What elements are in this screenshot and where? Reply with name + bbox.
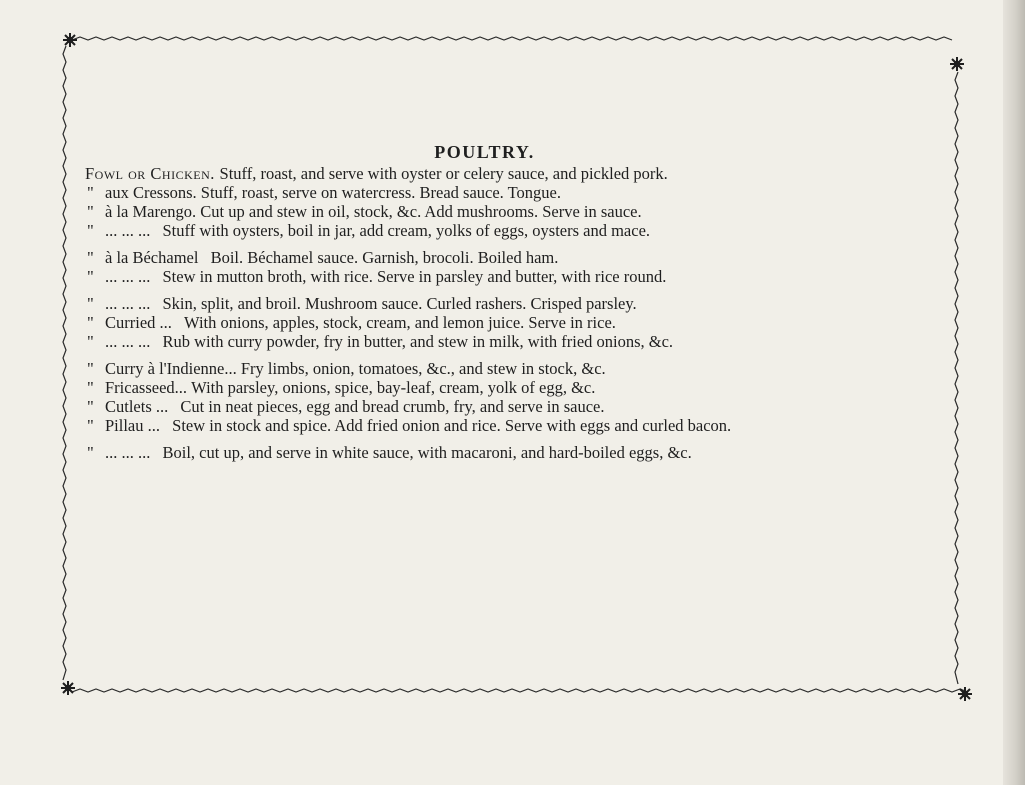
recipe-entry xyxy=(85,378,960,397)
corner-ornament-top-left xyxy=(63,33,77,47)
ditto-mark: " xyxy=(87,221,94,240)
entry-text: Stew in stock and spice. Add fried onion and rice. Serve with eggs and curled bacon. xyxy=(172,416,732,435)
ditto-mark: " xyxy=(87,416,94,435)
recipe-entry xyxy=(85,416,960,435)
entry-lead: Pillau ... xyxy=(105,416,165,435)
recipe-entry xyxy=(85,183,960,202)
recipe-entry xyxy=(85,202,960,221)
ditto-mark: " xyxy=(87,378,94,397)
entry-lead: ... ... ... xyxy=(105,294,155,313)
recipe-entry xyxy=(85,164,960,183)
corner-ornament-bottom-right xyxy=(958,687,972,701)
entry-lead: Fowl or Chicken. xyxy=(85,164,220,183)
ditto-mark: " xyxy=(87,397,94,416)
entry-text: Stuff, roast, and serve with oyster or celery sauce, and pickled pork. xyxy=(219,164,668,183)
ditto-mark: " xyxy=(87,248,94,267)
entry-lead: aux Cressons. xyxy=(105,183,201,202)
entry-text: Rub with curry powder, fry in butter, and stew in milk, with fried onions, &c. xyxy=(162,332,674,351)
recipe-list xyxy=(85,164,960,462)
entry-text: Stuff, roast, serve on watercress. Bread sauce. Tongue. xyxy=(200,183,562,202)
entry-text: With onions, apples, stock, cream, and lemon juice. Serve in rice. xyxy=(184,313,616,332)
entry-lead: Fricasseed... xyxy=(105,378,192,397)
recipe-entry xyxy=(85,443,960,462)
recipe-entry xyxy=(85,313,960,332)
entry-text: Stew in mutton broth, with rice. Serve in parsley and butter, with rice round. xyxy=(162,267,667,286)
border-bottom-wave xyxy=(72,689,968,692)
ditto-mark: " xyxy=(87,332,94,351)
corner-ornament-bottom-left xyxy=(61,681,75,695)
ditto-mark: " xyxy=(87,183,94,202)
border-top-wave xyxy=(72,37,952,40)
entry-text: Skin, split, and broil. Mushroom sauce. Curled rashers. Crisped parsley. xyxy=(162,294,637,313)
corner-ornament-top-right xyxy=(950,57,964,71)
ditto-mark: " xyxy=(87,202,94,221)
ditto-mark: " xyxy=(87,294,94,313)
entry-lead: ... ... ... xyxy=(105,267,155,286)
entry-lead: ... ... ... xyxy=(105,221,155,240)
recipe-entry xyxy=(85,221,960,240)
recipe-entry xyxy=(85,397,960,416)
ditto-mark: " xyxy=(87,313,94,332)
entry-lead: Curried ... xyxy=(105,313,177,332)
entry-lead: ... ... ... xyxy=(105,443,155,462)
entry-text: Cut in neat pieces, egg and bread crumb, fry, and serve in sauce. xyxy=(180,397,605,416)
entry-lead: à la Béchamel xyxy=(105,248,203,267)
ditto-mark: " xyxy=(87,267,94,286)
entry-lead: Cutlets ... xyxy=(105,397,173,416)
ditto-mark: " xyxy=(87,443,94,462)
recipe-entry xyxy=(85,267,960,286)
entry-text: Boil, cut up, and serve in white sauce, with macaroni, and hard-boiled eggs, &c. xyxy=(162,443,692,462)
entry-lead: ... ... ... xyxy=(105,332,155,351)
entry-text: Stuff with oysters, boil in jar, add cream, yolks of eggs, oysters and mace. xyxy=(162,221,651,240)
entry-text: Fry limbs, onion, tomatoes, &c., and stew in stock, &c. xyxy=(240,359,606,378)
entry-lead: Curry à l'Indienne... xyxy=(105,359,241,378)
recipe-entry xyxy=(85,332,960,351)
ditto-mark: " xyxy=(87,359,94,378)
entry-text: Boil. Béchamel sauce. Garnish, brocoli. Boiled ham. xyxy=(210,248,559,267)
recipe-entry xyxy=(85,248,960,267)
entry-lead: à la Marengo. xyxy=(105,202,201,221)
section-title: POULTRY. xyxy=(434,142,535,162)
recipe-entry xyxy=(85,294,960,313)
entry-text: With parsley, onions, spice, bay-leaf, cream, yolk of egg, &c. xyxy=(191,378,596,397)
page-edge-shadow xyxy=(1003,0,1025,785)
recipe-entry xyxy=(85,359,960,378)
entry-text: Cut up and stew in oil, stock, &c. Add mushrooms. Serve in sauce. xyxy=(200,202,642,221)
